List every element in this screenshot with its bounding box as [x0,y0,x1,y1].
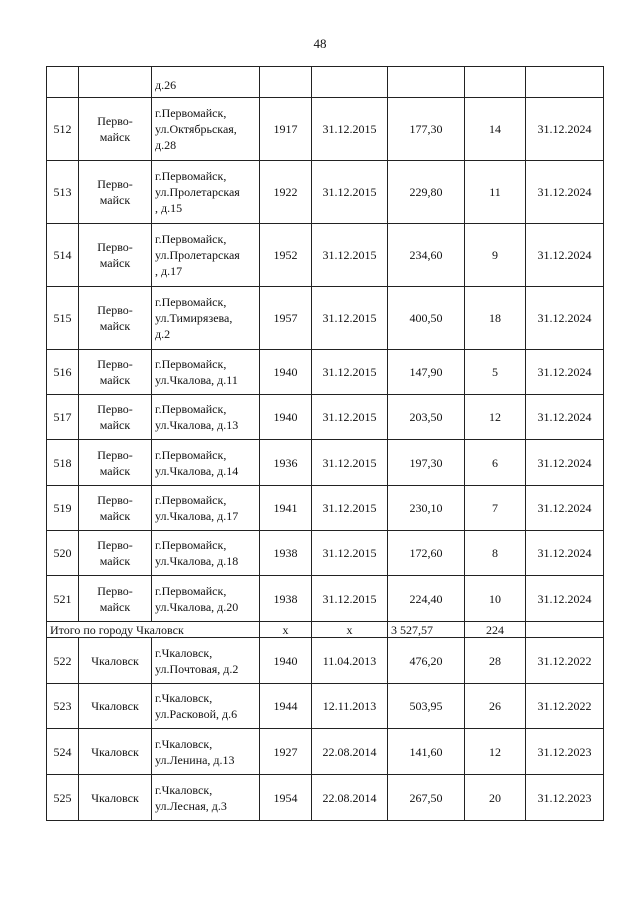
housing-registry-table [46,66,604,821]
date-cell: 31.12.2015 [312,350,388,395]
date-cell: 31.12.2015 [312,287,388,350]
settlement-cell-line: Перво- [97,114,133,128]
row-number: 513 [47,161,79,224]
residents-cell: 9 [465,224,526,287]
table-row [47,161,604,224]
area-cell: 177,30 [388,98,465,161]
address-cell-line: г.Первомайск, [155,232,227,246]
settlement-cell-line: майск [99,418,131,432]
address-cell-line: г.Первомайск, [155,402,227,416]
settlement-cell [79,638,152,684]
deadline-cell: 31.12.2024 [526,98,604,161]
settlement-cell-line: майск [99,463,131,478]
address-cell-line: ул.Чкалова, д.14 [155,463,239,478]
deadline-cell: 31.12.2024 [526,350,604,395]
date-cell: 31.12.2015 [312,98,388,161]
residents-cell: 20 [465,775,526,821]
address-cell-line: г.Чкаловск, [155,736,213,751]
settlement-cell-line: майск [99,193,131,207]
address-cell [152,729,260,775]
area-cell: 476,20 [388,638,465,684]
total-deadline [526,622,604,638]
settlement-cell-line: Чкаловск [91,790,139,805]
settlement-cell [79,684,152,729]
row-number: 512 [47,98,79,161]
date-cell: 31.12.2015 [312,224,388,287]
year-cell: 1941 [260,486,312,531]
settlement-cell [79,395,152,440]
address-cell: д.26 [152,67,260,98]
date-cell: 22.08.2014 [312,729,388,775]
table-row [47,684,604,729]
address-cell-line: ул.Почтовая, д.2 [155,661,239,676]
row-number: 521 [47,576,79,622]
residents-cell: 8 [465,531,526,576]
row-number: 523 [47,684,79,729]
continuation-row [47,67,604,98]
address-cell-line: г.Первомайск, [155,493,227,507]
settlement-cell-line: Перво- [97,447,133,462]
deadline-cell: 31.12.2024 [526,576,604,622]
row-number: 522 [47,638,79,684]
row-number: 516 [47,350,79,395]
address-cell-line: ул.Чкалова, д.17 [155,509,239,523]
settlement-cell [79,98,152,161]
date-cell: 31.12.2015 [312,440,388,486]
year-cell: 1940 [260,638,312,684]
year-cell: 1957 [260,287,312,350]
settlement-cell-line: майск [99,130,131,144]
settlement-cell [79,440,152,486]
settlement-cell-line: майск [99,599,131,614]
residents-cell: 5 [465,350,526,395]
table-row [47,287,604,350]
settlement-cell-line: Перво- [97,177,133,191]
settlement-cell [79,224,152,287]
address-cell-line: ул.Чкалова, д.11 [155,373,238,387]
address-cell [152,440,260,486]
table-row [47,576,604,622]
address-cell [152,350,260,395]
settlement-cell-line: майск [99,256,131,270]
address-cell-line: г.Первомайск, [155,538,227,552]
date-cell: 31.12.2015 [312,161,388,224]
deadline-cell: 31.12.2024 [526,224,604,287]
settlement-cell-line: Чкаловск [91,699,139,713]
address-cell-line: ул.Пролетарская [155,248,240,262]
settlement-cell [79,576,152,622]
year-cell: 1917 [260,98,312,161]
address-cell-line: ул.Тимирязева, [155,311,233,325]
residents-cell: 14 [465,98,526,161]
deadline-cell: 31.12.2024 [526,287,604,350]
address-cell-line: г.Первомайск, [155,106,227,120]
address-cell-line: г.Первомайск, [155,295,227,309]
address-cell-line: , д.15 [155,201,183,215]
residents-cell: 7 [465,486,526,531]
row-number: 519 [47,486,79,531]
address-cell [152,161,260,224]
address-cell-line: , д.17 [155,264,183,278]
area-cell: 267,50 [388,775,465,821]
settlement-cell-line: Перво- [97,538,133,552]
area-cell: 229,80 [388,161,465,224]
settlement-cell-line: Перво- [97,583,133,598]
total-year: x [260,622,312,638]
table-row [47,729,604,775]
row-number: 525 [47,775,79,821]
settlement-cell-line: Чкаловск [91,653,139,668]
address-cell [152,287,260,350]
settlement-cell [79,350,152,395]
address-cell-line: ул.Октябрьская, [155,122,237,136]
address-cell-line: г.Первомайск, [155,583,227,598]
row-number: 520 [47,531,79,576]
area-cell: 172,60 [388,531,465,576]
address-cell-line: ул.Лесная, д.3 [155,798,227,813]
settlement-cell [79,729,152,775]
address-cell-line: г.Чкаловск, [155,782,213,797]
address-cell [152,684,260,729]
row-number: 514 [47,224,79,287]
year-cell: 1922 [260,161,312,224]
residents-cell: 18 [465,287,526,350]
year-cell: 1944 [260,684,312,729]
total-date: x [312,622,388,638]
address-cell [152,395,260,440]
year-cell: 1940 [260,395,312,440]
area-cell: 503,95 [388,684,465,729]
settlement-cell-line: Перво- [97,402,133,416]
settlement-cell [79,531,152,576]
deadline-cell: 31.12.2023 [526,775,604,821]
date-cell: 31.12.2015 [312,395,388,440]
area-cell: 234,60 [388,224,465,287]
deadline-cell: 31.12.2024 [526,161,604,224]
settlement-cell-line: майск [99,373,131,387]
address-cell-line: д.2 [155,327,171,341]
year-cell: 1938 [260,531,312,576]
year-cell: 1938 [260,576,312,622]
address-cell [152,531,260,576]
address-cell [152,775,260,821]
address-cell-line: д.28 [155,138,177,152]
total-residents: 224 [465,622,526,638]
year-cell: 1936 [260,440,312,486]
area-cell: 224,40 [388,576,465,622]
address-cell-line: ул.Чкалова, д.13 [155,418,239,432]
settlement-cell-line: Перво- [97,493,133,507]
table-row [47,395,604,440]
residents-cell: 6 [465,440,526,486]
year-cell: 1940 [260,350,312,395]
residents-cell: 11 [465,161,526,224]
settlement-cell [79,775,152,821]
row-number: 524 [47,729,79,775]
settlement-cell-line: майск [99,509,131,523]
address-cell-line: г.Первомайск, [155,169,227,183]
address-cell [152,638,260,684]
residents-cell: 28 [465,638,526,684]
total-label: Итого по городу Чкаловск [47,622,260,638]
address-cell-line: г.Первомайск, [155,447,227,462]
year-cell: 1952 [260,224,312,287]
area-cell: 230,10 [388,486,465,531]
deadline-cell: 31.12.2024 [526,440,604,486]
deadline-cell: 31.12.2022 [526,684,604,729]
settlement-cell [79,486,152,531]
date-cell: 22.08.2014 [312,775,388,821]
address-cell-line: ул.Пролетарская [155,185,240,199]
settlement-cell-line: майск [99,319,131,333]
deadline-cell: 31.12.2024 [526,486,604,531]
area-cell: 197,30 [388,440,465,486]
deadline-cell: 31.12.2024 [526,531,604,576]
table-row [47,638,604,684]
address-cell-line: г.Чкаловск, [155,691,213,705]
date-cell: 31.12.2015 [312,531,388,576]
table-row [47,775,604,821]
settlement-cell-line: Перво- [97,357,133,371]
row-number: 518 [47,440,79,486]
address-cell-line: г.Чкаловск, [155,645,213,660]
address-cell-line: ул.Чкалова, д.20 [155,599,239,614]
address-cell-line: г.Первомайск, [155,357,227,371]
settlement-cell-line: Перво- [97,303,133,317]
row-number: 517 [47,395,79,440]
deadline-cell: 31.12.2024 [526,395,604,440]
residents-cell: 12 [465,395,526,440]
date-cell: 11.04.2013 [312,638,388,684]
row-number: 515 [47,287,79,350]
date-cell: 31.12.2015 [312,486,388,531]
deadline-cell: 31.12.2022 [526,638,604,684]
table-row [47,531,604,576]
address-cell [152,224,260,287]
table-row [47,350,604,395]
area-cell: 203,50 [388,395,465,440]
address-cell-line: ул.Чкалова, д.18 [155,554,239,568]
address-cell-line: ул.Ленина, д.13 [155,752,235,767]
page-number: 48 [313,36,327,51]
address-cell-line: ул.Расковой, д.6 [155,707,238,721]
residents-cell: 10 [465,576,526,622]
deadline-cell: 31.12.2023 [526,729,604,775]
total-area: 3 527,57 [388,622,465,638]
settlement-cell-line: Перво- [97,240,133,254]
settlement-cell-line: Чкаловск [91,744,139,759]
area-cell: 147,90 [388,350,465,395]
table-row [47,440,604,486]
residents-cell: 26 [465,684,526,729]
settlement-cell-line: майск [99,554,131,568]
address-cell [152,576,260,622]
area-cell: 400,50 [388,287,465,350]
date-cell: 31.12.2015 [312,576,388,622]
table-row [47,224,604,287]
residents-cell: 12 [465,729,526,775]
settlement-cell [79,287,152,350]
table-row [47,486,604,531]
settlement-cell [79,161,152,224]
year-cell: 1927 [260,729,312,775]
address-cell [152,486,260,531]
table-row [47,98,604,161]
address-cell [152,98,260,161]
area-cell: 141,60 [388,729,465,775]
date-cell: 12.11.2013 [312,684,388,729]
total-row [47,622,604,638]
year-cell: 1954 [260,775,312,821]
